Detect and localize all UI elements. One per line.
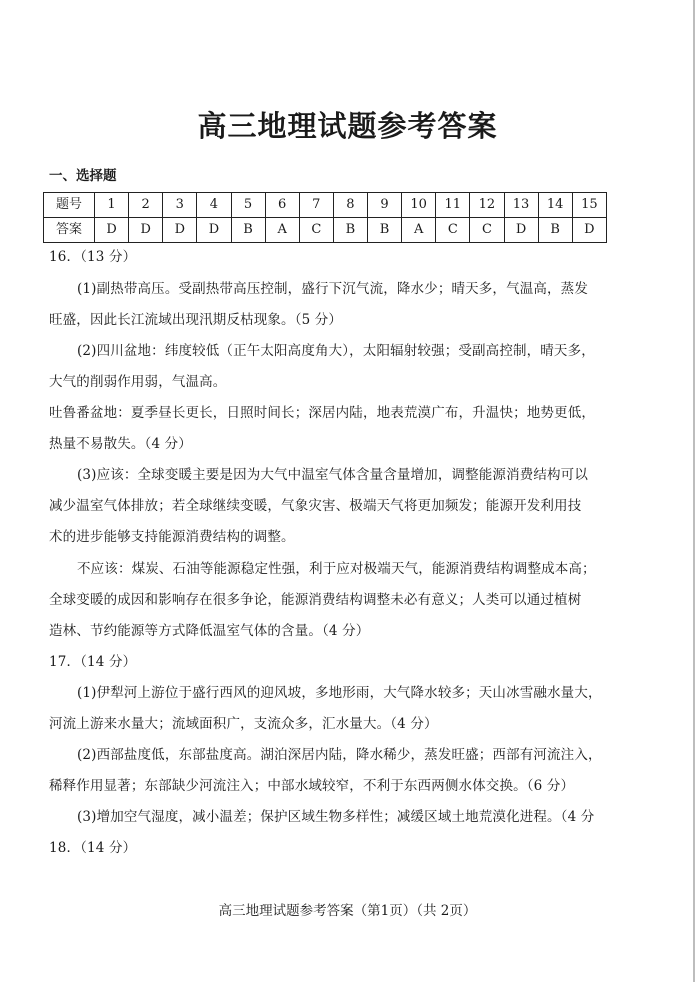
answer-cell: C (470, 218, 504, 243)
answer-cell: D (163, 218, 197, 243)
question-number: 9 (368, 193, 402, 218)
answer-cell: D (129, 218, 163, 243)
answer-cell: C (299, 218, 333, 243)
answer-cell: D (572, 218, 606, 243)
q17-heading: 17．（14 分） (49, 654, 137, 670)
answer-cell: B (231, 218, 265, 243)
answer-cell: D (504, 218, 538, 243)
question-number: 7 (299, 193, 333, 218)
question-number: 5 (231, 193, 265, 218)
answer-cell: B (538, 218, 572, 243)
question-number: 4 (197, 193, 231, 218)
question-number: 6 (265, 193, 299, 218)
page-title: 高三地理试题参考答案 (197, 109, 498, 143)
question-number: 13 (504, 193, 538, 218)
q16-part1-line2: 旺盛，因此长江流域出现汛期反枯现象。（5 分） (49, 312, 343, 328)
question-number: 11 (436, 193, 470, 218)
row-label-numbers: 题号 (44, 193, 95, 218)
question-number: 1 (95, 193, 129, 218)
question-number: 15 (572, 193, 606, 218)
q16-part3-line2: 减少温室气体排放；若全球继续变暖，气象灾害、极端天气将更加频发；能源开发利用技 (49, 498, 582, 514)
question-number: 12 (470, 193, 504, 218)
q17-part2-line1: (2)西部盐度低，东部盐度高。湖泊深居内陆，降水稀少，蒸发旺盛；西部有河流注入， (77, 747, 602, 763)
answer-cell: D (95, 218, 129, 243)
answer-cell: D (197, 218, 231, 243)
question-number: 8 (333, 193, 367, 218)
q16-part1-line1: (1)副热带高压。受副热带高压控制，盛行下沉气流，降水少；晴天多，气温高，蒸发 (77, 281, 588, 297)
answer-table-number-row (44, 193, 607, 218)
q16-part2-line4: 热量不易散失。（4 分） (49, 436, 192, 452)
q16-part3-line6: 造林、节约能源等方式降低温室气体的含量。（4 分） (49, 623, 370, 639)
question-number: 2 (129, 193, 163, 218)
q16-heading: 16．（13 分） (49, 249, 137, 265)
q16-part3-line5: 全球变暖的成因和影响存在很多争论，能源消费结构调整未必有意义；人类可以通过植树 (49, 592, 582, 608)
row-label-answers: 答案 (44, 218, 95, 243)
answer-cell: B (333, 218, 367, 243)
q16-part2-line2: 大气的削弱作用弱，气温高。 (49, 374, 227, 390)
section-heading-choice: 一、选择题 (49, 168, 117, 184)
answer-table (43, 192, 607, 243)
q17-part1-line1: (1)伊犁河上游位于盛行西风的迎风坡，多地形雨，大气降水较多；天山冰雪融水量大， (77, 685, 602, 701)
q17-part3-line1: (3)增加空气湿度，减小温差；保护区域生物多样性；减缓区域土地荒漠化进程。（4 分 (77, 809, 595, 825)
q17-part2-line2: 稀释作用显著；东部缺少河流注入；中部水域较窄，不利于东西两侧水体交换。（6 分） (49, 778, 575, 794)
answer-table-answer-row (44, 218, 607, 243)
answer-cell: C (436, 218, 470, 243)
q16-part2-line1: (2)四川盆地：纬度较低（正午太阳高度角大），太阳辐射较强；受副高控制，晴天多， (77, 343, 595, 359)
q17-part1-line2: 河流上游来水量大；流域面积广，支流众多，汇水量大。（4 分） (49, 716, 438, 732)
q16-part3-line1: (3)应该：全球变暖主要是因为大气中温室气体含量含量增加，调整能源消费结构可以 (77, 467, 588, 483)
q16-part3-line3: 术的进步能够支持能源消费结构的调整。 (49, 529, 295, 545)
page-footer: 高三地理试题参考答案（第1页）（共 2页） (218, 903, 477, 919)
q16-part2-line3: 吐鲁番盆地：夏季昼长更长，日照时间长；深居内陆，地表荒漠广布，升温快；地势更低， (49, 405, 595, 421)
answer-cell: B (368, 218, 402, 243)
question-number: 3 (163, 193, 197, 218)
q18-heading: 18．（14 分） (49, 840, 137, 856)
question-number: 10 (402, 193, 436, 218)
q16-part3-line4: 不应该：煤炭、石油等能源稳定性强，利于应对极端天气，能源消费结构调整成本高； (77, 561, 596, 577)
question-number: 14 (538, 193, 572, 218)
answer-cell: A (402, 218, 436, 243)
answer-cell: A (265, 218, 299, 243)
